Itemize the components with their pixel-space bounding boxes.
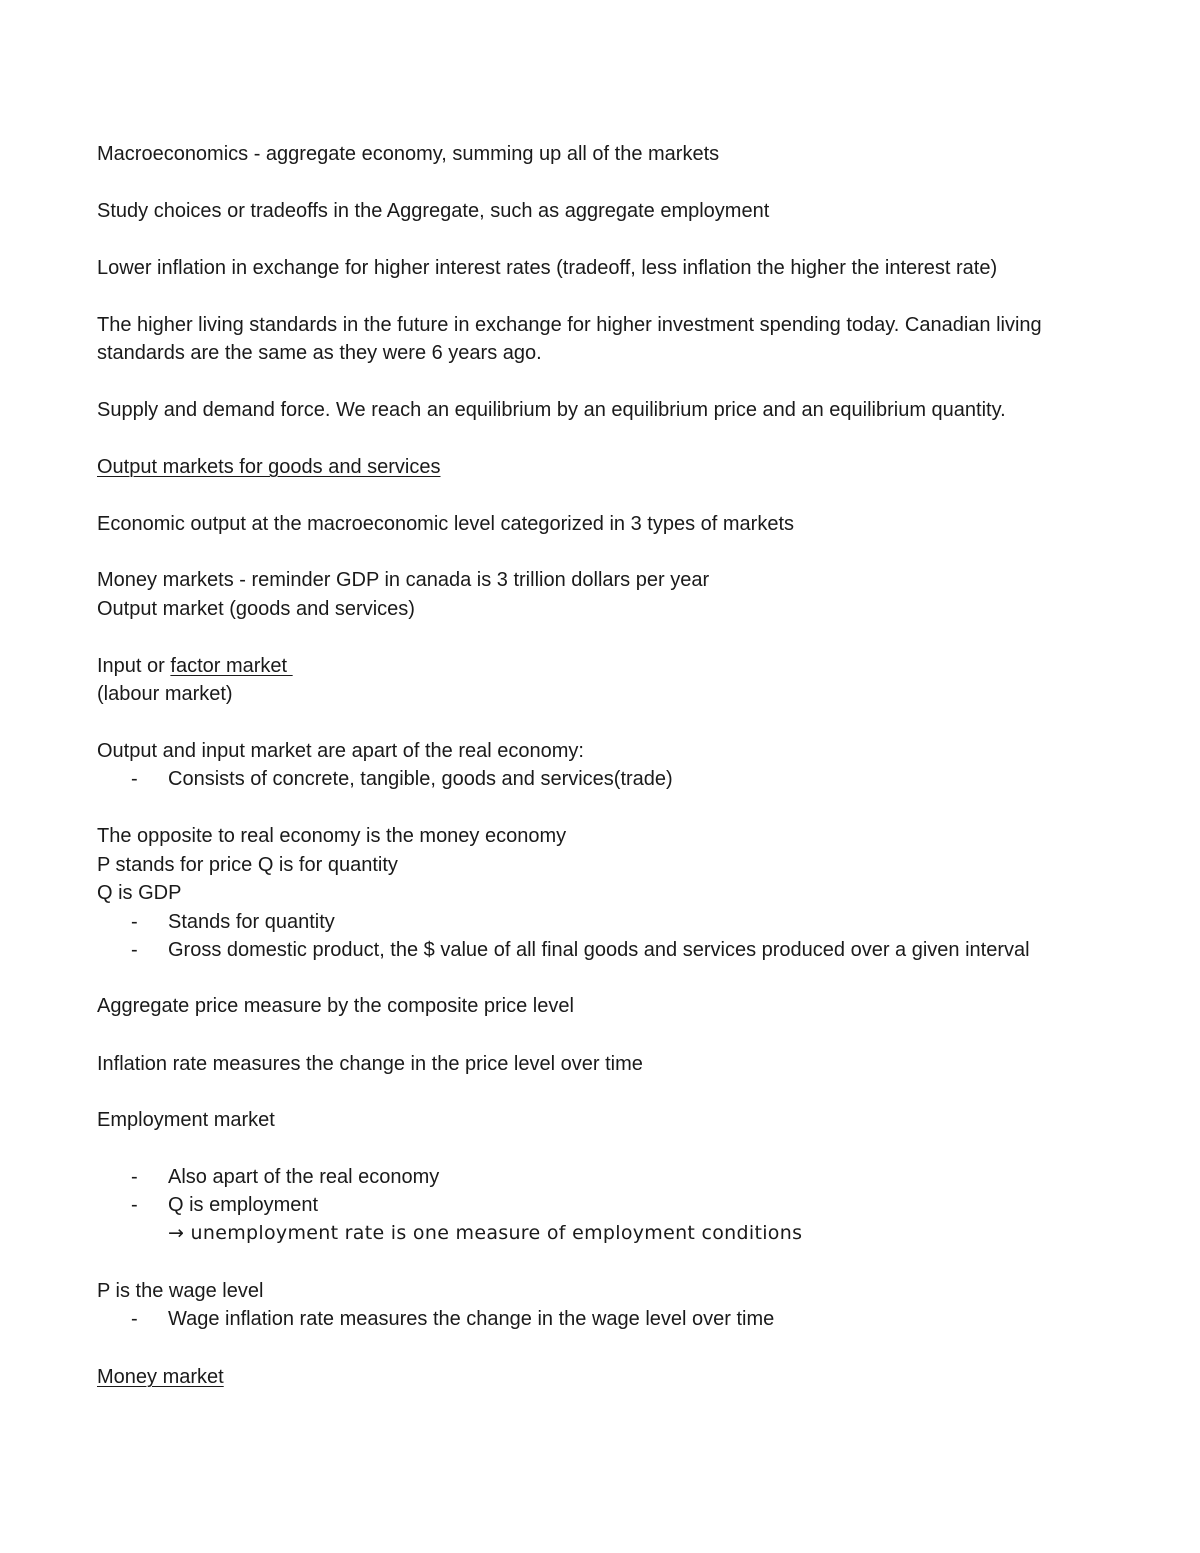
bullet-dash: -: [131, 1166, 138, 1188]
heading-money-market: Money market: [97, 1366, 224, 1388]
paragraph-economic-output: Economic output at the macroeconomic level categorized in 3 types of markets: [97, 513, 795, 535]
paragraph-q-is-gdp: Q is GDP: [97, 882, 182, 904]
paragraph-input-market: [97, 652, 293, 680]
bullet-wage-inflation: Wage inflation rate measures the change in the wage level over time: [168, 1308, 775, 1330]
paragraph-inflation-rate: Inflation rate measures the change in the price level over time: [97, 1053, 643, 1075]
paragraph-aggregate-price: Aggregate price measure by the composite price level: [97, 995, 574, 1017]
paragraph-macroeconomics: Macroeconomics - aggregate economy, summing up all of the markets: [97, 143, 720, 165]
heading-output-markets: Output markets for goods and services: [97, 456, 441, 478]
bullet-concrete-goods: Consists of concrete, tangible, goods and services(trade): [168, 768, 673, 790]
factor-market-term: factor market: [170, 655, 293, 677]
paragraph-money-economy: The opposite to real economy is the money economy: [97, 825, 567, 847]
input-market-prefix: Input or: [97, 655, 171, 677]
bullet-gdp-definition: Gross domestic product, the $ value of all final goods and services produced over a given interval: [168, 939, 1030, 961]
bullet-dash: -: [131, 1308, 138, 1330]
paragraph-living-standards-line1: The higher living standards in the future in exchange for higher investment spending today. Canadian living: [97, 314, 1042, 336]
paragraph-output-market: Output market (goods and services): [97, 598, 415, 620]
bullet-dash: -: [131, 911, 138, 933]
paragraph-wage-level: P is the wage level: [97, 1280, 264, 1302]
paragraph-lower-inflation: Lower inflation in exchange for higher interest rates (tradeoff, less inflation the higher the interest rate): [97, 257, 998, 279]
arrow-unemployment-rate: → unemployment rate is one measure of employment conditions: [168, 1222, 803, 1244]
bullet-dash: -: [131, 768, 138, 790]
paragraph-study-choices: Study choices or tradeoffs in the Aggregate, such as aggregate employment: [97, 200, 770, 222]
bullet-dash: -: [131, 1194, 138, 1216]
paragraph-real-economy: Output and input market are apart of the real economy:: [97, 740, 584, 762]
paragraph-supply-demand: Supply and demand force. We reach an equilibrium by an equilibrium price and an equilibrium quantity.: [97, 399, 1006, 421]
paragraph-money-markets: Money markets - reminder GDP in canada is 3 trillion dollars per year: [97, 569, 710, 591]
paragraph-labour-market: (labour market): [97, 683, 233, 705]
bullet-q-is-employment: Q is employment: [168, 1194, 319, 1216]
bullet-dash: -: [131, 939, 138, 961]
paragraph-living-standards-line2: standards are the same as they were 6 years ago.: [97, 342, 542, 364]
paragraph-p-and-q: P stands for price Q is for quantity: [97, 854, 398, 876]
bullet-stands-for-quantity: Stands for quantity: [168, 911, 335, 933]
paragraph-employment-market: Employment market: [97, 1109, 275, 1131]
bullet-real-economy: Also apart of the real economy: [168, 1166, 440, 1188]
